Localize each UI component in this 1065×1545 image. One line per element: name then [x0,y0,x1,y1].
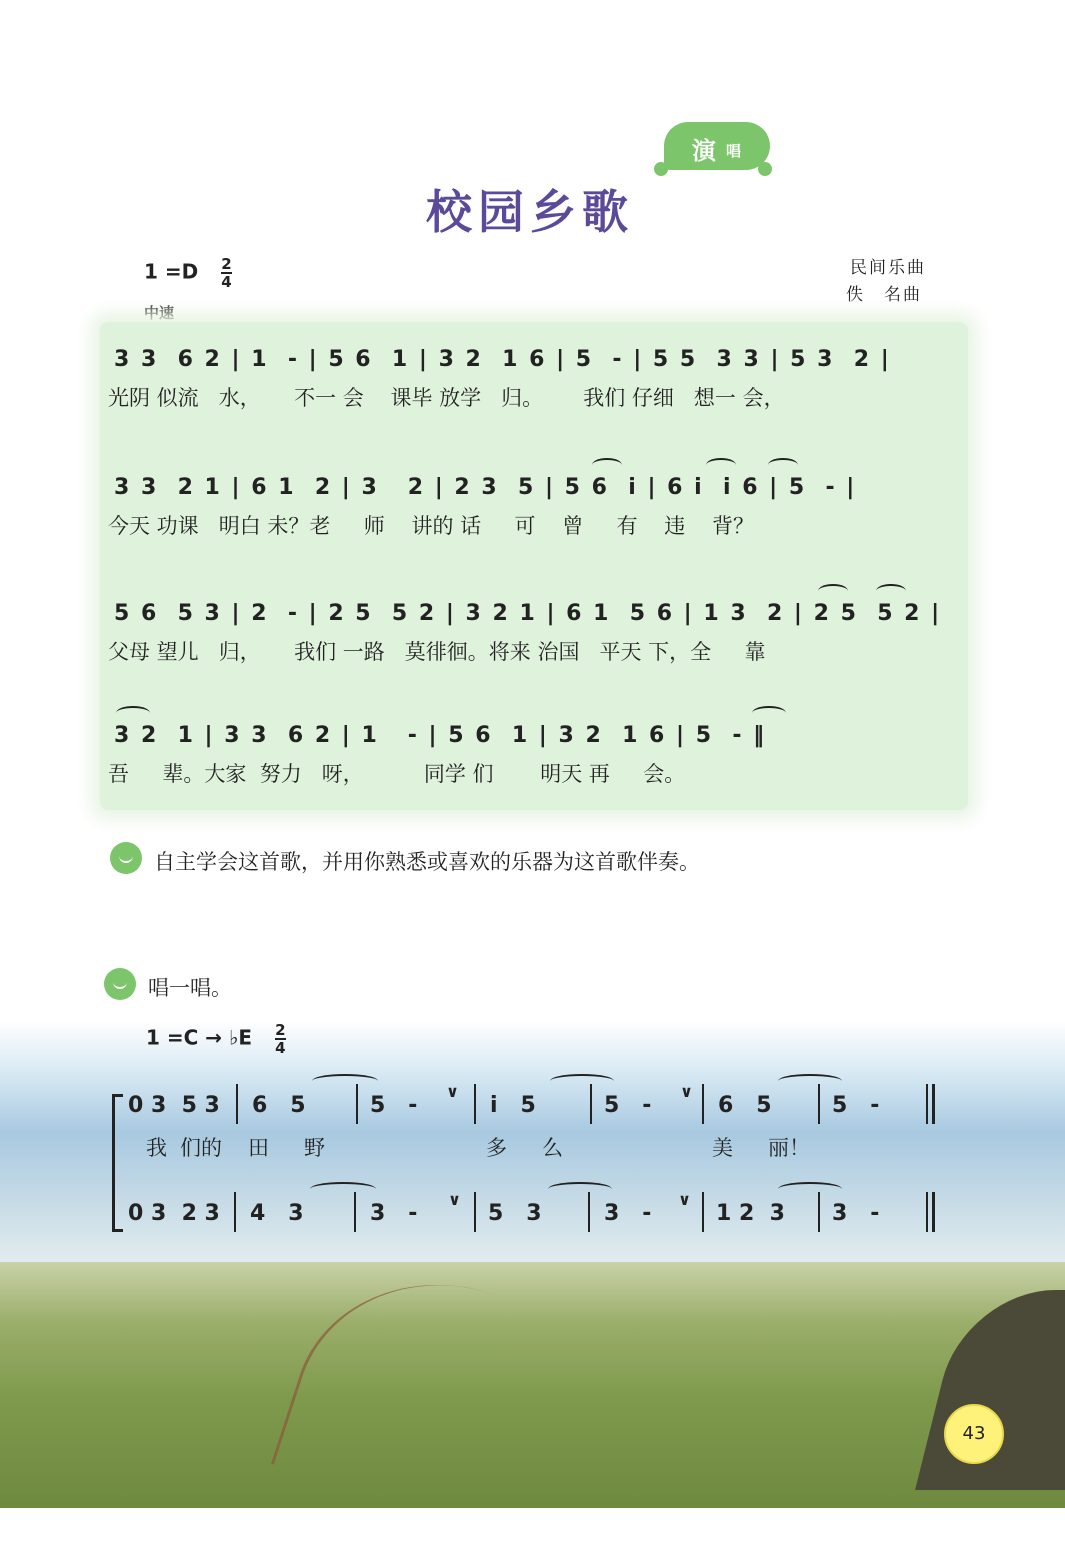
smiley-icon [110,842,142,874]
note-decoration-icon [758,162,772,176]
bar-line [818,1192,820,1232]
upper-note-group: 5 - [370,1093,418,1118]
key-change-signature [146,1022,286,1056]
breath-mark: ∨ [680,1082,693,1101]
song-title: 校园乡歌 [426,185,634,239]
page-number: 43 [944,1404,1004,1464]
lyrics-line: 吾 辈。大家 努力 呀， 同学 们 明天 再 会。 [108,762,686,786]
upper-note-group: i 5 [490,1093,536,1118]
lyrics-line: 今天 功课 明白 未？老 师 讲的 话 可 曾 有 违 背？ [108,514,754,538]
tie-mark [778,1182,842,1196]
note-decoration-icon [654,162,668,176]
bar-line [234,1192,236,1232]
time-denominator: 4 [221,273,232,291]
bar-line [926,1084,928,1124]
tie-mark [548,1182,612,1196]
time-signature [275,1022,285,1056]
key-signature [144,256,232,290]
instruction-task-1: 自主学会这首歌，并用你熟悉或喜欢的乐器为这首歌伴奏。 [154,850,700,874]
lower-note-group: 5 3 [488,1201,542,1226]
score-row-1 [108,346,934,386]
time-numerator: 2 [275,1021,286,1039]
tie-mark [310,1182,376,1196]
lyric-char: 我 [146,1136,167,1160]
lower-note-group: 3 - [370,1201,418,1226]
tie-mark [550,1074,614,1088]
slur-mark [876,584,906,598]
key-label: 1 =D [144,259,199,284]
tie-mark [312,1074,378,1088]
upper-note-group: 5 - [832,1093,880,1118]
upper-note-group: 6 5 [718,1093,772,1118]
slur-mark [752,706,786,720]
upper-note-group: 0 3 5 3 [128,1093,220,1118]
lyric-char: 田 [248,1136,269,1160]
bar-line [588,1192,590,1232]
upper-note-group: 5 - [604,1093,652,1118]
instruction-task-2: 唱一唱。 [148,976,232,1000]
lower-note-group: 1 2 3 [716,1201,785,1226]
upper-note-group: 6 5 [252,1093,306,1118]
tie-mark [778,1074,842,1088]
lyric-char: 们的 [180,1136,222,1160]
bar-line [474,1192,476,1232]
score-row-2 [108,474,934,514]
tempo-marking: 中速 [144,304,175,322]
bar-line [926,1192,928,1232]
lower-note-group: 4 3 [250,1201,304,1226]
notes-line: 3 3 2 1 | 6 1 2 | 3 2 | 2 3 5 | 5 6 i | 6 i i 6 | 5 - | [114,475,857,500]
lyrics-line: 光阴 似流 水， 不一 会 课毕 放学 归。 我们 仔细 想一 会， [108,386,785,410]
lyric-char: 野 [304,1136,325,1160]
notes-line: 3 2 1 | 3 3 6 2 | 1 - | 5 6 1 | 3 2 1 6 | 5 - ‖ [114,723,767,748]
lyric-char: 多 [486,1136,507,1160]
badge-text-sub: 唱 [726,142,742,160]
bar-line [236,1084,238,1124]
lyric-char: 美 [712,1136,733,1160]
bar-line [354,1192,356,1232]
lyric-char: 么 [542,1136,563,1160]
notes-line: 3 3 6 2 | 1 - | 5 6 1 | 3 2 1 6 | 5 - | 5 5 3 3 | 5 3 2 | [114,347,891,372]
bar-line [474,1084,476,1124]
section-badge [664,122,770,170]
slur-mark [818,584,848,598]
lyrics-line: 父母 望儿 归， 我们 一路 莫徘徊。将来 治国 平天 下，全 靠 [108,640,766,664]
time-numerator: 2 [221,255,232,273]
slur-mark [768,458,798,472]
lyric-char: 丽！ [768,1136,810,1160]
lower-note-group: 3 - [604,1201,652,1226]
score-row-3 [108,600,942,640]
slur-mark [706,458,736,472]
notes-line: 5 6 5 3 | 2 - | 2 5 5 2 | 3 2 1 | 6 1 5 6 | 1 3 2 | 2 5 5 2 | [114,601,942,626]
time-denominator: 4 [275,1039,286,1057]
bar-line [702,1084,704,1124]
time-signature [221,256,231,290]
final-bar-line [932,1192,935,1232]
system-brace [112,1094,123,1232]
badge-text-main: 演 [692,137,716,165]
breath-mark: ∨ [678,1190,691,1209]
bar-line [590,1084,592,1124]
bar-line [702,1192,704,1232]
credit-music: 民间乐曲 [850,258,926,278]
lower-note-group: 0 3 2 3 [128,1201,220,1226]
bar-line [356,1084,358,1124]
slur-mark [116,706,150,720]
score-row-4 [108,722,934,762]
smiley-icon [104,968,136,1000]
final-bar-line [932,1084,935,1124]
slur-mark [592,458,622,472]
breath-mark: ∨ [448,1190,461,1209]
lower-note-group: 3 - [832,1201,880,1226]
bar-line [818,1084,820,1124]
key-change-label: 1 =C → ♭E [146,1025,253,1050]
breath-mark: ∨ [446,1082,459,1101]
credit-lyrics: 佚 名曲 [846,285,922,305]
